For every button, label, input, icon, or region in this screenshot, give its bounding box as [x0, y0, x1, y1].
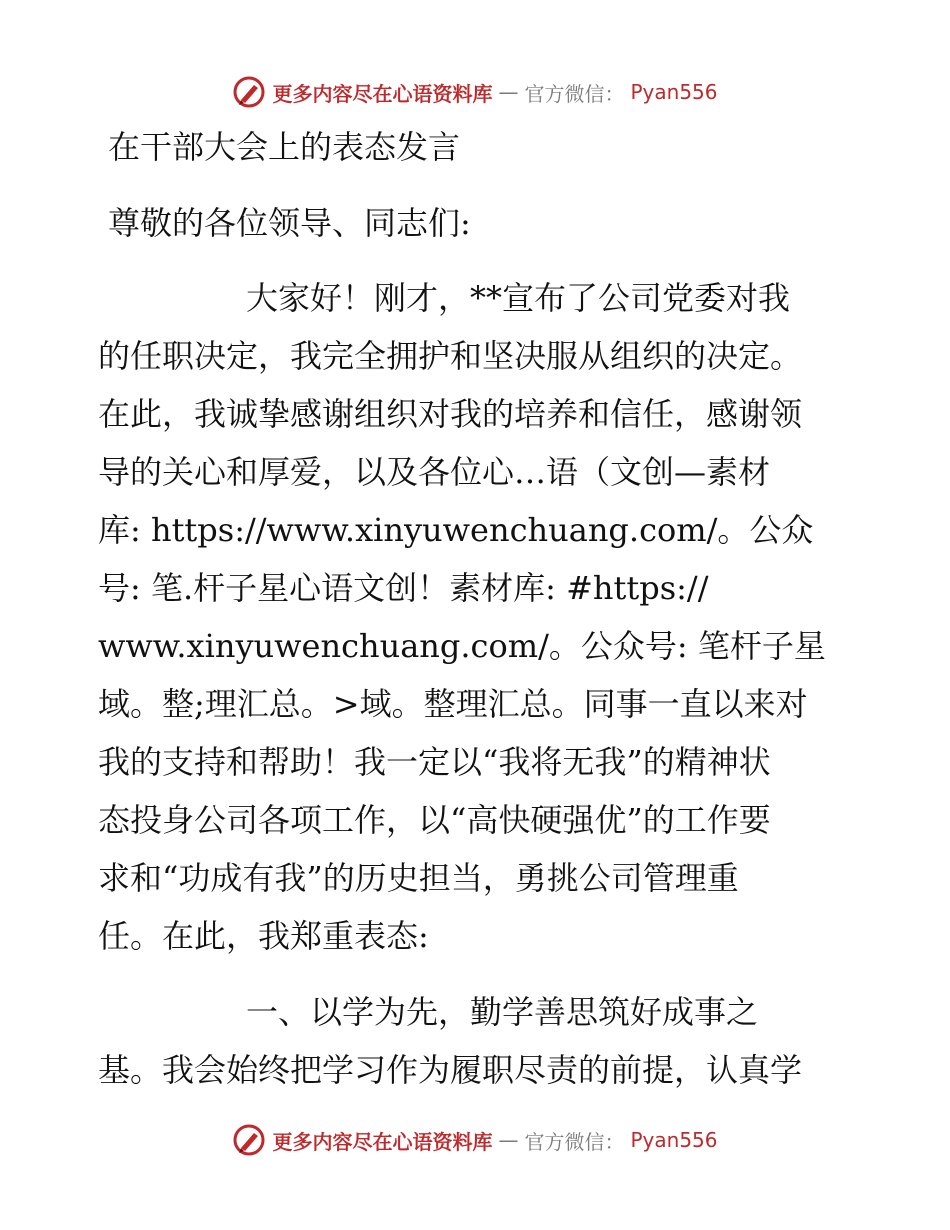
paragraph-line: 的任职决定，我完全拥护和坚决服从组织的决定。 — [98, 337, 803, 375]
paragraph-line: 求和“功成有我”的历史担当，勇挑公司管理重 — [98, 859, 739, 897]
footer-watermark-banner — [0, 1120, 950, 1160]
paragraph-line: 一、以学为先，勤学善思筑好成事之 — [246, 993, 759, 1031]
banner-text: 更多内容尽在心语资料库 — [272, 1129, 493, 1154]
paragraph-line: 库: https://www.xinyuwenchuang.com/。公众 — [98, 511, 814, 549]
banner-separator: — — [498, 80, 519, 104]
banner-wechat-id: Pyan556 — [630, 80, 718, 104]
header-watermark-banner — [0, 72, 950, 112]
paragraph-line: www.xinyuwenchuang.com/。公众号: 笔杆子星 — [98, 627, 826, 665]
paragraph-line: 域。整;理汇总。>域。整理汇总。同事一直以来对 — [98, 685, 808, 723]
banner-wechat-id: Pyan556 — [630, 1128, 718, 1152]
paragraph-line: 号: 笔.杆子星心语文创！素材库: #https:// — [98, 569, 709, 607]
paragraph-point-one — [98, 983, 858, 1099]
paragraph-line: 导的关心和厚爱，以及各位心…语（文创—素材 — [98, 453, 771, 491]
paragraph-line: 态投身公司各项工作，以“高快硬强优”的工作要 — [98, 801, 771, 839]
paragraph-line: 大家好！刚才，**宣布了公司党委对我 — [246, 279, 791, 317]
document-title: 在干部大会上的表态发言 — [108, 128, 461, 166]
salutation: 尊敬的各位领导、同志们: — [108, 204, 471, 242]
paragraph-opening — [98, 269, 858, 965]
paragraph-line: 在此，我诚挚感谢组织对我的培养和信任，感谢领 — [98, 395, 803, 433]
paragraph-line: 我的支持和帮助！我一定以“我将无我”的精神状 — [98, 743, 771, 781]
banner-wechat-label: 官方微信： — [524, 81, 625, 106]
paragraph-line: 任。在此，我郑重表态: — [98, 917, 429, 955]
banner-separator: — — [498, 1128, 519, 1152]
pen-logo-icon — [232, 1123, 266, 1157]
paragraph-line: 基。我会始终把学习作为履职尽责的前提，认真学 — [98, 1051, 803, 1089]
banner-text: 更多内容尽在心语资料库 — [272, 81, 493, 106]
pen-logo-icon — [232, 75, 266, 109]
banner-wechat-label: 官方微信： — [524, 1129, 625, 1154]
